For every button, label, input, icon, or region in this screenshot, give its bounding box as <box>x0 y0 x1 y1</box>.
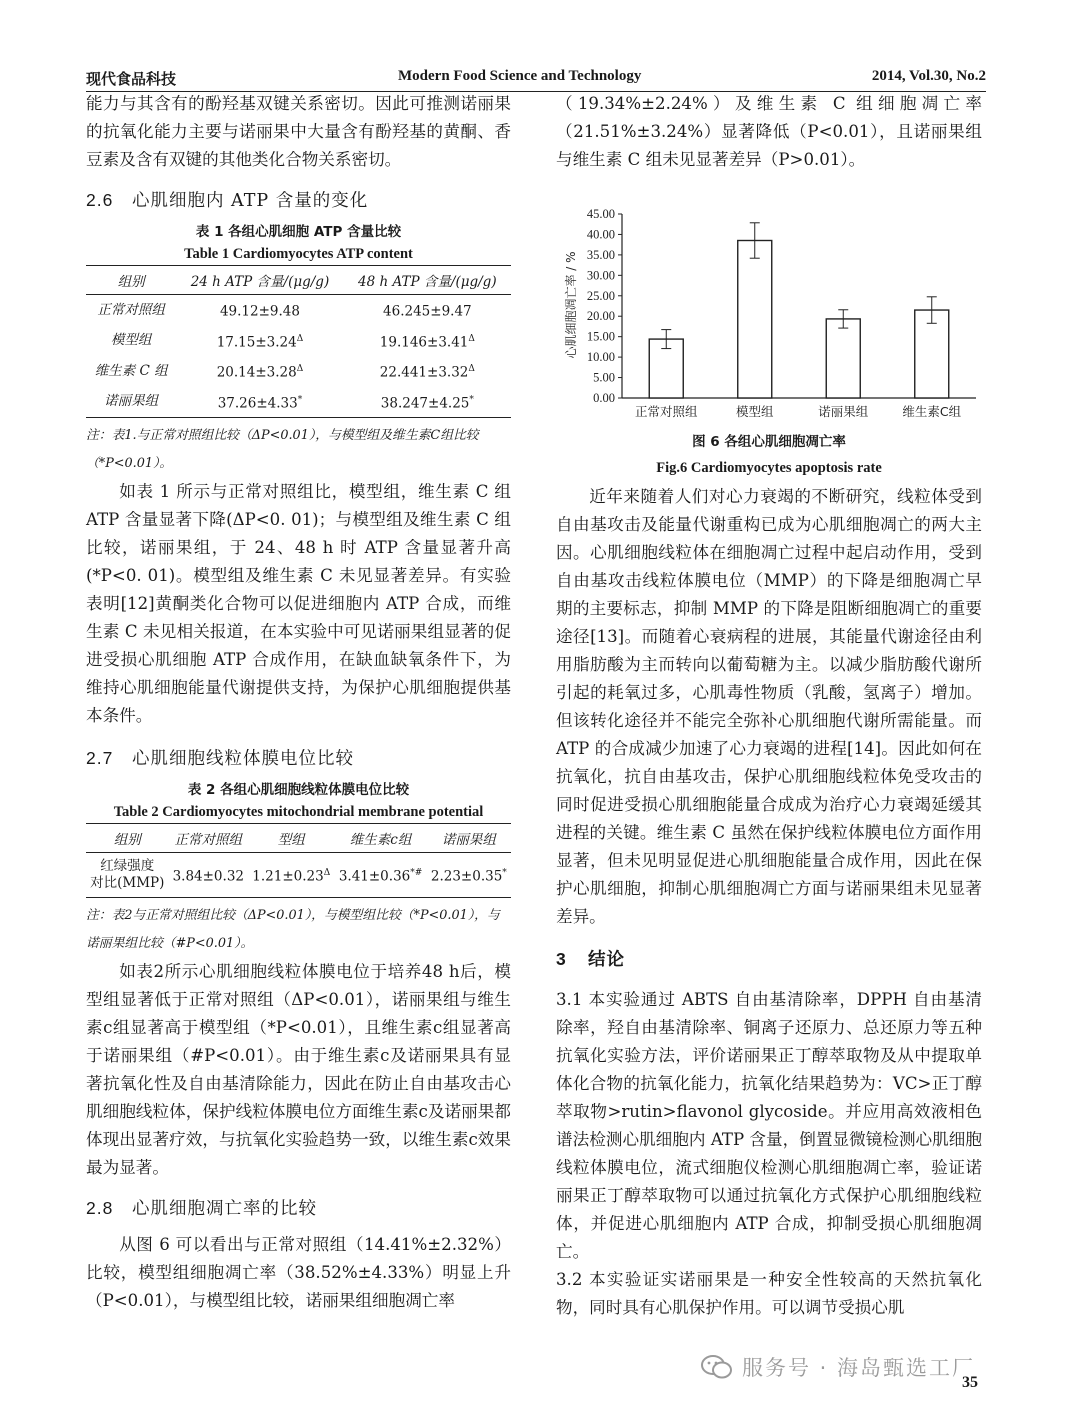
section-3-heading: 3 结论 <box>556 949 625 970</box>
chart-y-tick-label: 45.00 <box>586 207 615 221</box>
chart-y-tick-label: 10.00 <box>586 350 615 365</box>
table-2-grid <box>86 823 511 898</box>
table-row: 维生素 C 组 $20.14\pm 3.28^\Delta$ $22.441\pm 3.32^\Delta$ <box>94 362 475 381</box>
section-2-6-paragraph: 如表 1 所示与正常对照组比，模型组，维生素 C 组 ATP 含量显著下降(ΔP<0. 01)；与模型组及维生素 C 组比较，诺丽果组，于 24、48 h 时 ATP 含量显著升高(*P<0. 01)。模型组及维生素 C 未见显著差异。有实验表明[12]黄酮类化合物可以促进细胞内 ATP 合成，而维生素 C 未见相关报道，在本实验中可见诺丽果组显著的促进受损心肌细胞 ATP 合成作用，在缺血缺氧条件下，为维持心肌细胞能量代谢提供支持，为保护心肌细胞提供基本条件。 <box>86 482 511 725</box>
table-2-header: 正常对照组 <box>169 824 249 853</box>
left-column <box>86 90 511 1315</box>
figure-6 <box>556 200 982 430</box>
chart-x-tick-label: 模型组 <box>735 404 774 419</box>
section-2-8-heading: 2.8 心肌细胞凋亡率的比较 <box>86 1198 317 1219</box>
chart-bar <box>738 240 772 398</box>
chart-x-tick-label: 正常对照组 <box>634 404 698 419</box>
table-row: 模型组 $17.15\pm 3.24^\Delta$ $19.146\pm 3.41^\Delta$ <box>110 332 475 350</box>
section-2-8-continued: （19.34%±2.24%）及维生素 C 组细胞凋亡率（21.51%±3.24%）显著降低（P<0.01），且诺丽果组与维生素 C 组未见显著差异（P>0.01）。 <box>556 94 982 169</box>
table-2-caption-cn: 表 2 各组心肌细胞线粒体膜电位比较 <box>187 782 410 798</box>
section-2-7-heading: 2.7 心肌细胞线粒体膜电位比较 <box>86 748 354 769</box>
intro-paragraph: 能力与其含有的酚羟基双键关系密切。因此可推测诺丽果的抗氧化能力主要与诺丽果中大量含有酚羟基的黄酮、香豆素及含有双键的其他类化合物关系密切。 <box>86 94 511 169</box>
chart-y-tick-label: 0.00 <box>593 391 615 405</box>
section-2-6-heading: 2.6 心肌细胞内 ATP 含量的变化 <box>86 190 369 211</box>
table-2-caption-en: Table 2 Cardiomyocytes mitochondrial membrane potential <box>113 804 484 820</box>
chart-y-tick-label: 35.00 <box>586 247 615 262</box>
chart-y-tick-label: 15.00 <box>586 329 615 344</box>
conclusion-3-2: 3.2 本实验证实诺丽果是一种安全性较高的天然抗氧化物，同时具有心肌保护作用。可以调节受损心肌 <box>556 1270 982 1317</box>
chart-y-tick-label: 40.00 <box>586 227 615 242</box>
table-1-note: 注：表1.与正常对照组比较（ΔP<0.01），与模型组及维生素C组比较（*P<0.01）。 <box>86 428 479 471</box>
right-column-lower <box>556 430 982 1322</box>
table-1-header: 24 h ATP 含量/(μg/g) <box>176 266 343 295</box>
table-2-header: 诺丽果组 <box>427 824 511 853</box>
wechat-icon <box>700 1354 734 1380</box>
chart-x-tick-label: 诺丽果组 <box>818 404 869 419</box>
watermark: 服务号 · 海岛甄选工厂 <box>700 1350 1020 1384</box>
table-2-header: 维生素c组 <box>334 824 426 853</box>
figure-6-caption-en: Fig.6 Cardiomyocytes apoptosis rate <box>656 460 882 476</box>
figure-6-caption-cn: 图 6 各组心肌细胞凋亡率 <box>692 434 846 450</box>
table-1-caption-cn: 表 1 各组心肌细胞 ATP 含量比较 <box>195 224 402 240</box>
volume-info: 2014, Vol.30, No.2 <box>871 68 986 84</box>
table-2-header: 组别 <box>86 824 169 853</box>
journal-name-cn: 现代食品科技 <box>86 71 177 88</box>
table-row: 诺丽果组 37.26±4.33* 38.247±4.25* <box>86 387 511 418</box>
table-1-header: 组别 <box>86 266 176 295</box>
table-1-header: 48 h ATP 含量/(μg/g) <box>344 266 511 295</box>
apoptosis-bar-chart <box>556 200 982 430</box>
chart-x-tick-label: 维生素C组 <box>902 404 962 419</box>
section-2-7-paragraph: 如表2所示心肌细胞线粒体膜电位于培养48 h后，模型组显著低于正常对照组（ΔP<0.01），诺丽果组与维生素c组显著高于模型组（*P<0.01），且维生素c组显著高于诺丽果组（#P<0.01）。由于维生素c及诺丽果具有显著抗氧化性及自由基清除能力，因此在防止自由基攻击心肌细胞线粒体，保护线粒体膜电位方面维生素c及诺丽果都体现出显著疗效，与抗氧化实验趋势一致，以维生素c效果最为显著。 <box>86 962 511 1177</box>
table-row: 红绿强度 对比(MMP) 3.84±0.32 $1.21\pm 0.23^\Delta$ 3.41±0.36*# 2.23±0.35* <box>86 853 511 898</box>
table-2-header: 型组 <box>248 824 334 853</box>
conclusion-3-1: 3.1 本实验通过 ABTS 自由基清除率，DPPH 自由基清除率，羟自由基清除率、铜离子还原力、总还原力等五种抗氧化实验方法，评价诺丽果正丁醇萃取物及从中提取单体化合物的抗氧化能力，抗氧化结果趋势为：VC>正丁醇萃取物>rutin>flavonol glycoside。并应用高效液相色谱法检测心肌细胞内 ATP 含量，倒置显微镜检测心肌细胞线粒体膜电位，流式细胞仪检测心肌细胞凋亡率，验证诺丽果正丁醇萃取物可以通过抗氧化方式保护心肌细胞线粒体，并促进心肌细胞内 ATP 合成，抑制受损心肌细胞凋亡。 <box>556 990 982 1261</box>
section-2-8-paragraph: 从图 6 可以看出与正常对照组（14.41%±2.32%）比较，模型组细胞凋亡率（38.52%±4.33%）明显上升（P<0.01），与模型组比较，诺丽果组细胞凋亡率 <box>86 1235 511 1310</box>
right-column <box>556 90 982 174</box>
chart-y-tick-label: 20.00 <box>586 309 615 324</box>
table-1 <box>86 221 511 478</box>
table-1-grid <box>86 265 511 418</box>
table-2-note: 注：表2与正常对照组比较（ΔP<0.01），与模型组比较（*P<0.01），与诺丽果组比较（#P<0.01）。 <box>86 908 500 951</box>
table-2 <box>86 779 511 958</box>
chart-y-axis-label: 心肌细胞凋亡率 / % <box>564 251 578 359</box>
mechanism-paragraph: 近年来随着人们对心力衰竭的不断研究，线粒体受到自由基攻击及能量代谢重构已成为心肌细胞凋亡的两大主因。心肌细胞线粒体在细胞凋亡过程中起启动作用，受到自由基攻击线粒体膜电位（MMP）的下降是细胞凋亡早期的主要标志，抑制 MMP 的下降是阻断细胞凋亡的重要途径[13]。而随着心衰病程的进展，其能量代谢途径由利用脂肪酸为主而转向以葡萄糖为主。以减少脂肪酸代谢所引起的耗氧过多，心肌毒性物质（乳酸，氢离子）增加。但该转化途径并不能完全弥补心肌细胞代谢所需能量。而 ATP 的合成减少加速了心力衰竭的进程[14]。因此如何在抗氧化，抗自由基攻击，保护心肌细胞线粒体免受攻击的同时促进受损心肌细胞能量合成成为治疗心力衰竭延缓其进程的关键。维生素 C 虽然在保护线粒体膜电位方面作用显著，但未见明显促进心肌细胞能量合成作用，因此在保护心肌细胞，抑制心肌细胞凋亡方面与诺丽果组未见显著差异。 <box>556 487 982 926</box>
chart-y-tick-label: 30.00 <box>586 268 615 283</box>
page-number: 35 <box>962 1374 978 1391</box>
table-1-caption-en: Table 1 Cardiomyocytes ATP content <box>184 246 413 262</box>
table-row: 正常对照组 49.12±9.48 46.245±9.47 <box>97 301 472 320</box>
running-header <box>86 66 986 90</box>
chart-y-tick-label: 5.00 <box>593 370 615 385</box>
chart-bar <box>826 319 860 398</box>
journal-name-en: Modern Food Science and Technology <box>398 68 642 84</box>
chart-y-tick-label: 25.00 <box>586 288 615 303</box>
